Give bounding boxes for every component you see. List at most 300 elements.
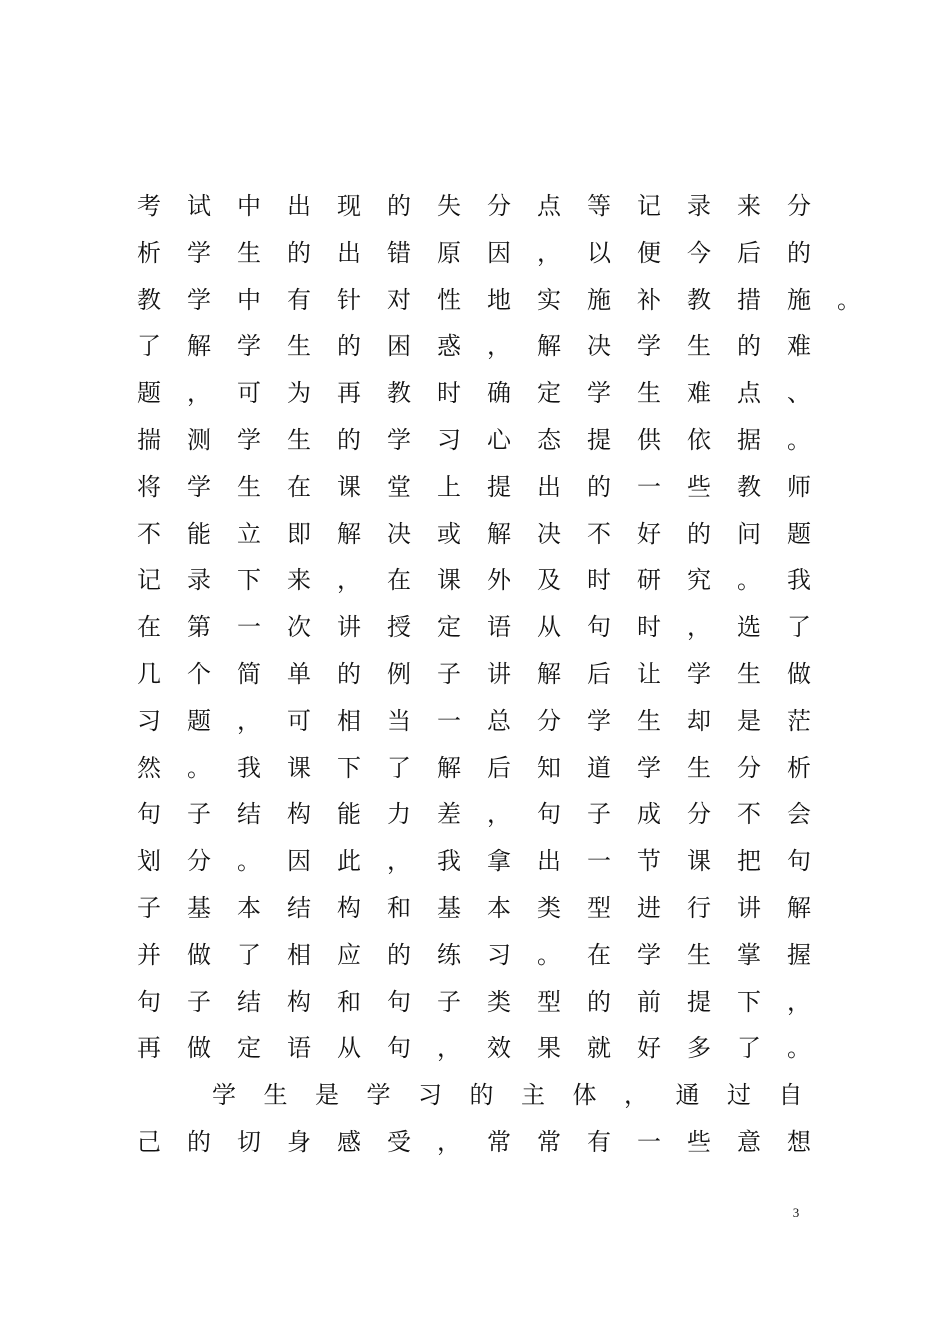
text-char: 性 — [437, 285, 461, 314]
text-char: 教 — [137, 285, 161, 314]
text-char: 揣 — [137, 426, 161, 454]
text-char: 型 — [587, 894, 611, 922]
text-char: 句 — [537, 800, 561, 829]
text-char: 研 — [637, 566, 661, 595]
text-char: 当 — [387, 706, 411, 735]
text-char: 困 — [387, 332, 411, 361]
text-char: 句 — [137, 987, 161, 1016]
text-char: 一 — [237, 613, 261, 642]
text-char: 做 — [187, 940, 211, 969]
text-char: ， — [387, 847, 411, 876]
text-char: 定 — [237, 1034, 261, 1063]
text-char: 的 — [469, 1081, 494, 1110]
text-char: 在 — [137, 613, 161, 642]
text-char: 并 — [137, 940, 161, 969]
text-line — [137, 794, 857, 834]
text-char: 了 — [387, 753, 411, 782]
text-char: 能 — [337, 800, 361, 829]
text-char: 子 — [587, 800, 611, 829]
text-char: 。 — [787, 426, 811, 454]
text-char: ， — [624, 1081, 648, 1110]
text-char: 堂 — [387, 472, 411, 501]
text-char: 课 — [687, 847, 711, 876]
text-char: 和 — [387, 894, 411, 922]
text-char: 解 — [487, 519, 511, 548]
text-char: 类 — [537, 894, 561, 922]
text-char: 因 — [287, 847, 311, 876]
text-char: 生 — [237, 472, 261, 501]
text-char: 析 — [137, 238, 161, 267]
text-char: 主 — [521, 1081, 545, 1110]
text-char: 就 — [587, 1034, 611, 1063]
text-char: 在 — [287, 472, 311, 501]
text-line — [137, 373, 857, 413]
text-char: ， — [237, 706, 261, 735]
text-char: 子 — [437, 660, 461, 688]
text-char: 结 — [287, 894, 311, 922]
text-char: 将 — [137, 472, 161, 501]
text-char: 点 — [537, 192, 561, 220]
text-char: 再 — [337, 379, 361, 408]
text-char: 本 — [487, 894, 511, 922]
text-char: 然 — [137, 753, 161, 782]
text-char: 对 — [387, 285, 411, 314]
text-char: 不 — [737, 800, 761, 829]
text-char: 划 — [137, 847, 161, 876]
text-char: 通 — [675, 1081, 700, 1110]
text-char: 确 — [487, 379, 511, 408]
text-char: 依 — [687, 426, 711, 454]
text-char: 析 — [787, 753, 811, 782]
text-char: 一 — [637, 1128, 661, 1156]
text-char: 语 — [287, 1034, 311, 1063]
text-char: 、 — [787, 379, 811, 408]
text-char: 生 — [637, 706, 661, 735]
text-char: 学 — [587, 706, 611, 735]
text-char: 提 — [587, 426, 611, 454]
text-char: 力 — [387, 800, 411, 829]
text-char: 供 — [637, 426, 661, 454]
text-char: 解 — [537, 332, 561, 361]
text-char: 问 — [737, 519, 761, 548]
text-char: 学 — [212, 1081, 236, 1110]
text-char: 茫 — [787, 706, 811, 735]
text-char: 施 — [587, 285, 611, 314]
text-char: ， — [187, 379, 211, 408]
text-char: 进 — [637, 894, 661, 922]
text-char: 过 — [727, 1081, 751, 1110]
text-char: 效 — [487, 1034, 511, 1063]
text-char: 从 — [537, 613, 561, 642]
text-char: 相 — [337, 706, 361, 735]
text-char: 道 — [587, 753, 611, 782]
text-char: 有 — [287, 285, 311, 314]
text-char: 分 — [737, 753, 761, 782]
text-char: 的 — [387, 940, 411, 969]
text-char: 补 — [637, 285, 661, 314]
text-char: 针 — [337, 285, 361, 314]
text-char: 可 — [287, 706, 311, 735]
text-char: 为 — [287, 379, 311, 408]
text-line — [137, 841, 857, 881]
text-char: 立 — [237, 519, 261, 548]
text-char: 能 — [187, 519, 211, 548]
text-char: ， — [487, 332, 511, 361]
text-char: 子 — [437, 987, 461, 1016]
text-char: 己 — [137, 1128, 161, 1156]
text-char: 单 — [287, 660, 311, 688]
text-char: 切 — [237, 1128, 261, 1156]
text-char: 。 — [237, 847, 261, 876]
text-char: 试 — [187, 192, 211, 220]
text-line — [137, 1028, 857, 1068]
text-char: 课 — [337, 472, 361, 501]
text-char: 教 — [387, 379, 411, 408]
text-char: 中 — [237, 192, 261, 220]
text-char: 分 — [537, 706, 561, 735]
text-char: 生 — [263, 1081, 288, 1110]
text-char: 几 — [137, 660, 161, 688]
text-char: 相 — [287, 940, 311, 969]
text-char: 定 — [437, 613, 461, 642]
text-char: 学 — [637, 940, 661, 969]
text-char: 分 — [187, 847, 211, 876]
text-char: 练 — [437, 940, 461, 969]
text-char: 句 — [787, 847, 811, 876]
text-char: 我 — [437, 847, 461, 876]
text-char: 出 — [537, 472, 561, 501]
text-char: 些 — [687, 1128, 711, 1156]
text-char: 类 — [487, 987, 511, 1016]
text-char: 拿 — [487, 847, 511, 876]
text-char: 惑 — [437, 332, 461, 361]
text-char: 节 — [637, 847, 661, 876]
text-char: 解 — [187, 332, 211, 361]
text-char: 题 — [137, 379, 161, 408]
text-char: 的 — [587, 472, 611, 501]
text-char: 可 — [237, 379, 261, 408]
text-char: 一 — [587, 847, 611, 876]
text-char: 会 — [787, 800, 811, 829]
text-char: 措 — [737, 285, 761, 314]
text-line — [137, 280, 861, 320]
text-char: 地 — [487, 285, 511, 314]
text-char: 简 — [237, 660, 261, 688]
text-char: 我 — [237, 753, 261, 782]
text-char: 题 — [787, 519, 811, 548]
text-char: 的 — [187, 1128, 211, 1156]
text-char: 记 — [637, 192, 661, 220]
text-char: 感 — [337, 1128, 361, 1156]
text-char: 的 — [337, 660, 361, 688]
text-char: 不 — [137, 519, 161, 548]
text-char: 习 — [418, 1081, 442, 1110]
text-char: 差 — [437, 800, 461, 829]
text-line — [137, 654, 857, 694]
text-char: 句 — [587, 613, 611, 642]
text-char: 意 — [737, 1128, 761, 1156]
text-char: 了 — [237, 940, 261, 969]
text-char: 讲 — [337, 613, 361, 642]
text-char: 上 — [437, 472, 461, 501]
text-char: 的 — [687, 519, 711, 548]
text-char: 生 — [687, 332, 711, 361]
text-char: ， — [337, 566, 361, 595]
text-char: 学 — [366, 1081, 391, 1110]
text-char: 子 — [187, 800, 211, 829]
text-char: 生 — [737, 660, 761, 688]
text-char: 身 — [287, 1128, 311, 1156]
text-char: 分 — [487, 192, 511, 220]
text-char: 知 — [537, 753, 561, 782]
text-char: 构 — [287, 800, 311, 829]
text-line — [137, 1122, 857, 1162]
text-char: 课 — [437, 566, 461, 595]
text-char: 应 — [337, 940, 361, 969]
text-char: 句 — [387, 1034, 411, 1063]
text-char: 后 — [587, 660, 611, 688]
text-char: 我 — [787, 566, 811, 595]
text-char: 外 — [487, 566, 511, 595]
text-char: 错 — [387, 238, 411, 267]
text-char: 便 — [637, 238, 661, 267]
text-line — [137, 935, 857, 975]
text-char: 的 — [737, 332, 761, 361]
text-line — [137, 233, 857, 273]
text-char: ， — [437, 1034, 461, 1063]
text-char: 提 — [487, 472, 511, 501]
text-char: 学 — [187, 238, 211, 267]
text-char: 测 — [187, 426, 211, 454]
text-char: 因 — [487, 238, 511, 267]
text-char: 做 — [187, 1034, 211, 1063]
text-char: 构 — [287, 987, 311, 1016]
text-char: 中 — [237, 285, 261, 314]
text-char: 时 — [437, 379, 461, 408]
text-char: 前 — [637, 987, 661, 1016]
text-char: 出 — [337, 238, 361, 267]
text-char: 解 — [437, 753, 461, 782]
text-char: 即 — [287, 519, 311, 548]
text-line — [137, 326, 857, 366]
text-char: 分 — [787, 192, 811, 220]
text-char: 本 — [237, 894, 261, 922]
text-line — [137, 514, 857, 554]
text-char: 失 — [437, 192, 461, 220]
text-char: 多 — [687, 1034, 711, 1063]
text-char: 结 — [237, 800, 261, 829]
text-char: 成 — [637, 800, 661, 829]
text-char: 些 — [687, 472, 711, 501]
text-line — [137, 607, 857, 647]
text-char: 及 — [537, 566, 561, 595]
text-char: 。 — [787, 1034, 811, 1063]
text-char: 是 — [737, 706, 761, 735]
text-char: 的 — [787, 238, 811, 267]
text-char: 下 — [737, 987, 761, 1016]
text-char: 果 — [537, 1034, 561, 1063]
text-char: 心 — [487, 426, 511, 454]
text-char: 却 — [687, 706, 711, 735]
text-char: 施 — [787, 285, 811, 314]
text-char: 把 — [737, 847, 761, 876]
text-char: 句 — [137, 800, 161, 829]
text-char: 学 — [587, 379, 611, 408]
text-char: 录 — [187, 566, 211, 595]
text-char: 了 — [137, 332, 161, 361]
text-char: 学 — [187, 472, 211, 501]
text-line — [137, 420, 857, 460]
text-char: 和 — [337, 987, 361, 1016]
text-char: 的 — [337, 332, 361, 361]
text-char: 个 — [187, 660, 211, 688]
text-char: 子 — [187, 987, 211, 1016]
text-char: 解 — [787, 894, 811, 922]
text-char: 自 — [778, 1081, 803, 1110]
text-char: 教 — [737, 472, 761, 501]
text-char: 了 — [737, 1034, 761, 1063]
text-char: 常 — [537, 1128, 561, 1156]
text-char: ， — [437, 1128, 461, 1156]
text-char: 在 — [387, 566, 411, 595]
text-char: 了 — [787, 613, 811, 642]
text-char: 来 — [737, 192, 761, 220]
text-char: 分 — [687, 800, 711, 829]
text-char: 考 — [137, 192, 161, 220]
text-char: 现 — [337, 192, 361, 220]
text-char: 体 — [572, 1081, 597, 1110]
text-char: 习 — [137, 706, 161, 735]
text-char: 从 — [337, 1034, 361, 1063]
text-char: 学 — [237, 332, 261, 361]
text-char: ， — [537, 238, 561, 267]
text-char: 结 — [237, 987, 261, 1016]
text-line — [137, 560, 857, 600]
text-char: 后 — [737, 238, 761, 267]
text-char: 此 — [337, 847, 361, 876]
text-char: 题 — [187, 706, 211, 735]
text-char: 的 — [337, 426, 361, 454]
text-line — [137, 982, 857, 1022]
text-char: 后 — [487, 753, 511, 782]
text-char: 课 — [287, 753, 311, 782]
text-char: 师 — [787, 472, 811, 501]
text-char: 。 — [837, 285, 861, 314]
text-char: 下 — [237, 566, 261, 595]
text-char: 究 — [687, 566, 711, 595]
text-char: 句 — [387, 987, 411, 1016]
text-char: 掌 — [737, 940, 761, 969]
text-char: 握 — [787, 940, 811, 969]
text-char: 或 — [437, 519, 461, 548]
text-char: 生 — [237, 238, 261, 267]
text-char: 。 — [187, 753, 211, 782]
text-char: 好 — [637, 519, 661, 548]
text-char: 。 — [737, 566, 761, 595]
text-char: 行 — [687, 894, 711, 922]
text-char: 习 — [487, 940, 511, 969]
text-line — [137, 467, 857, 507]
page-number: 3 — [792, 1205, 800, 1220]
text-char: 常 — [487, 1128, 511, 1156]
text-char: 等 — [587, 192, 611, 220]
text-char: ， — [687, 613, 711, 642]
text-char: 学 — [687, 660, 711, 688]
text-char: 学 — [187, 285, 211, 314]
text-char: 录 — [687, 192, 711, 220]
text-char: 决 — [387, 519, 411, 548]
text-char: 生 — [287, 332, 311, 361]
text-char: 受 — [387, 1128, 411, 1156]
text-char: 决 — [537, 519, 561, 548]
text-char: 生 — [287, 426, 311, 454]
text-char: 教 — [687, 285, 711, 314]
text-char: 一 — [437, 706, 461, 735]
text-char: 有 — [587, 1128, 611, 1156]
text-char: 生 — [637, 379, 661, 408]
text-char: 型 — [537, 987, 561, 1016]
text-char: 来 — [287, 566, 311, 595]
text-char: 学 — [637, 332, 661, 361]
text-char: 基 — [437, 894, 461, 922]
text-char: 让 — [637, 660, 661, 688]
text-char: 基 — [187, 894, 211, 922]
text-char: ， — [787, 987, 811, 1016]
text-char: ， — [487, 800, 511, 829]
text-line — [137, 701, 857, 741]
text-char: 在 — [587, 940, 611, 969]
text-char: 难 — [687, 379, 711, 408]
text-char: 习 — [437, 426, 461, 454]
text-char: 好 — [637, 1034, 661, 1063]
text-char: 总 — [487, 706, 511, 735]
text-char: 授 — [387, 613, 411, 642]
text-line — [137, 186, 857, 226]
text-char: 第 — [187, 613, 211, 642]
text-line — [137, 748, 857, 788]
text-char: 的 — [387, 192, 411, 220]
text-char: 据 — [737, 426, 761, 454]
text-char: 子 — [137, 894, 161, 922]
text-char: 出 — [537, 847, 561, 876]
text-line — [137, 888, 857, 928]
text-char: 生 — [687, 753, 711, 782]
text-char: 出 — [287, 192, 311, 220]
text-char: 次 — [287, 613, 311, 642]
text-char: 学 — [237, 426, 261, 454]
text-char: 语 — [487, 613, 511, 642]
text-char: 选 — [737, 613, 761, 642]
text-char: 态 — [537, 426, 561, 454]
text-char: 时 — [587, 566, 611, 595]
text-char: 定 — [537, 379, 561, 408]
text-char: 学 — [637, 753, 661, 782]
text-char: 记 — [137, 566, 161, 595]
text-char: 难 — [787, 332, 811, 361]
text-char: 构 — [337, 894, 361, 922]
text-char: 原 — [437, 238, 461, 267]
text-char: 时 — [637, 613, 661, 642]
text-char: 生 — [687, 940, 711, 969]
text-char: 一 — [637, 472, 661, 501]
text-char: 实 — [537, 285, 561, 314]
text-char: 是 — [315, 1081, 339, 1110]
text-char: 下 — [337, 753, 361, 782]
text-char: 今 — [687, 238, 711, 267]
text-char: 的 — [287, 238, 311, 267]
text-char: 讲 — [487, 660, 511, 688]
text-char: 点 — [737, 379, 761, 408]
